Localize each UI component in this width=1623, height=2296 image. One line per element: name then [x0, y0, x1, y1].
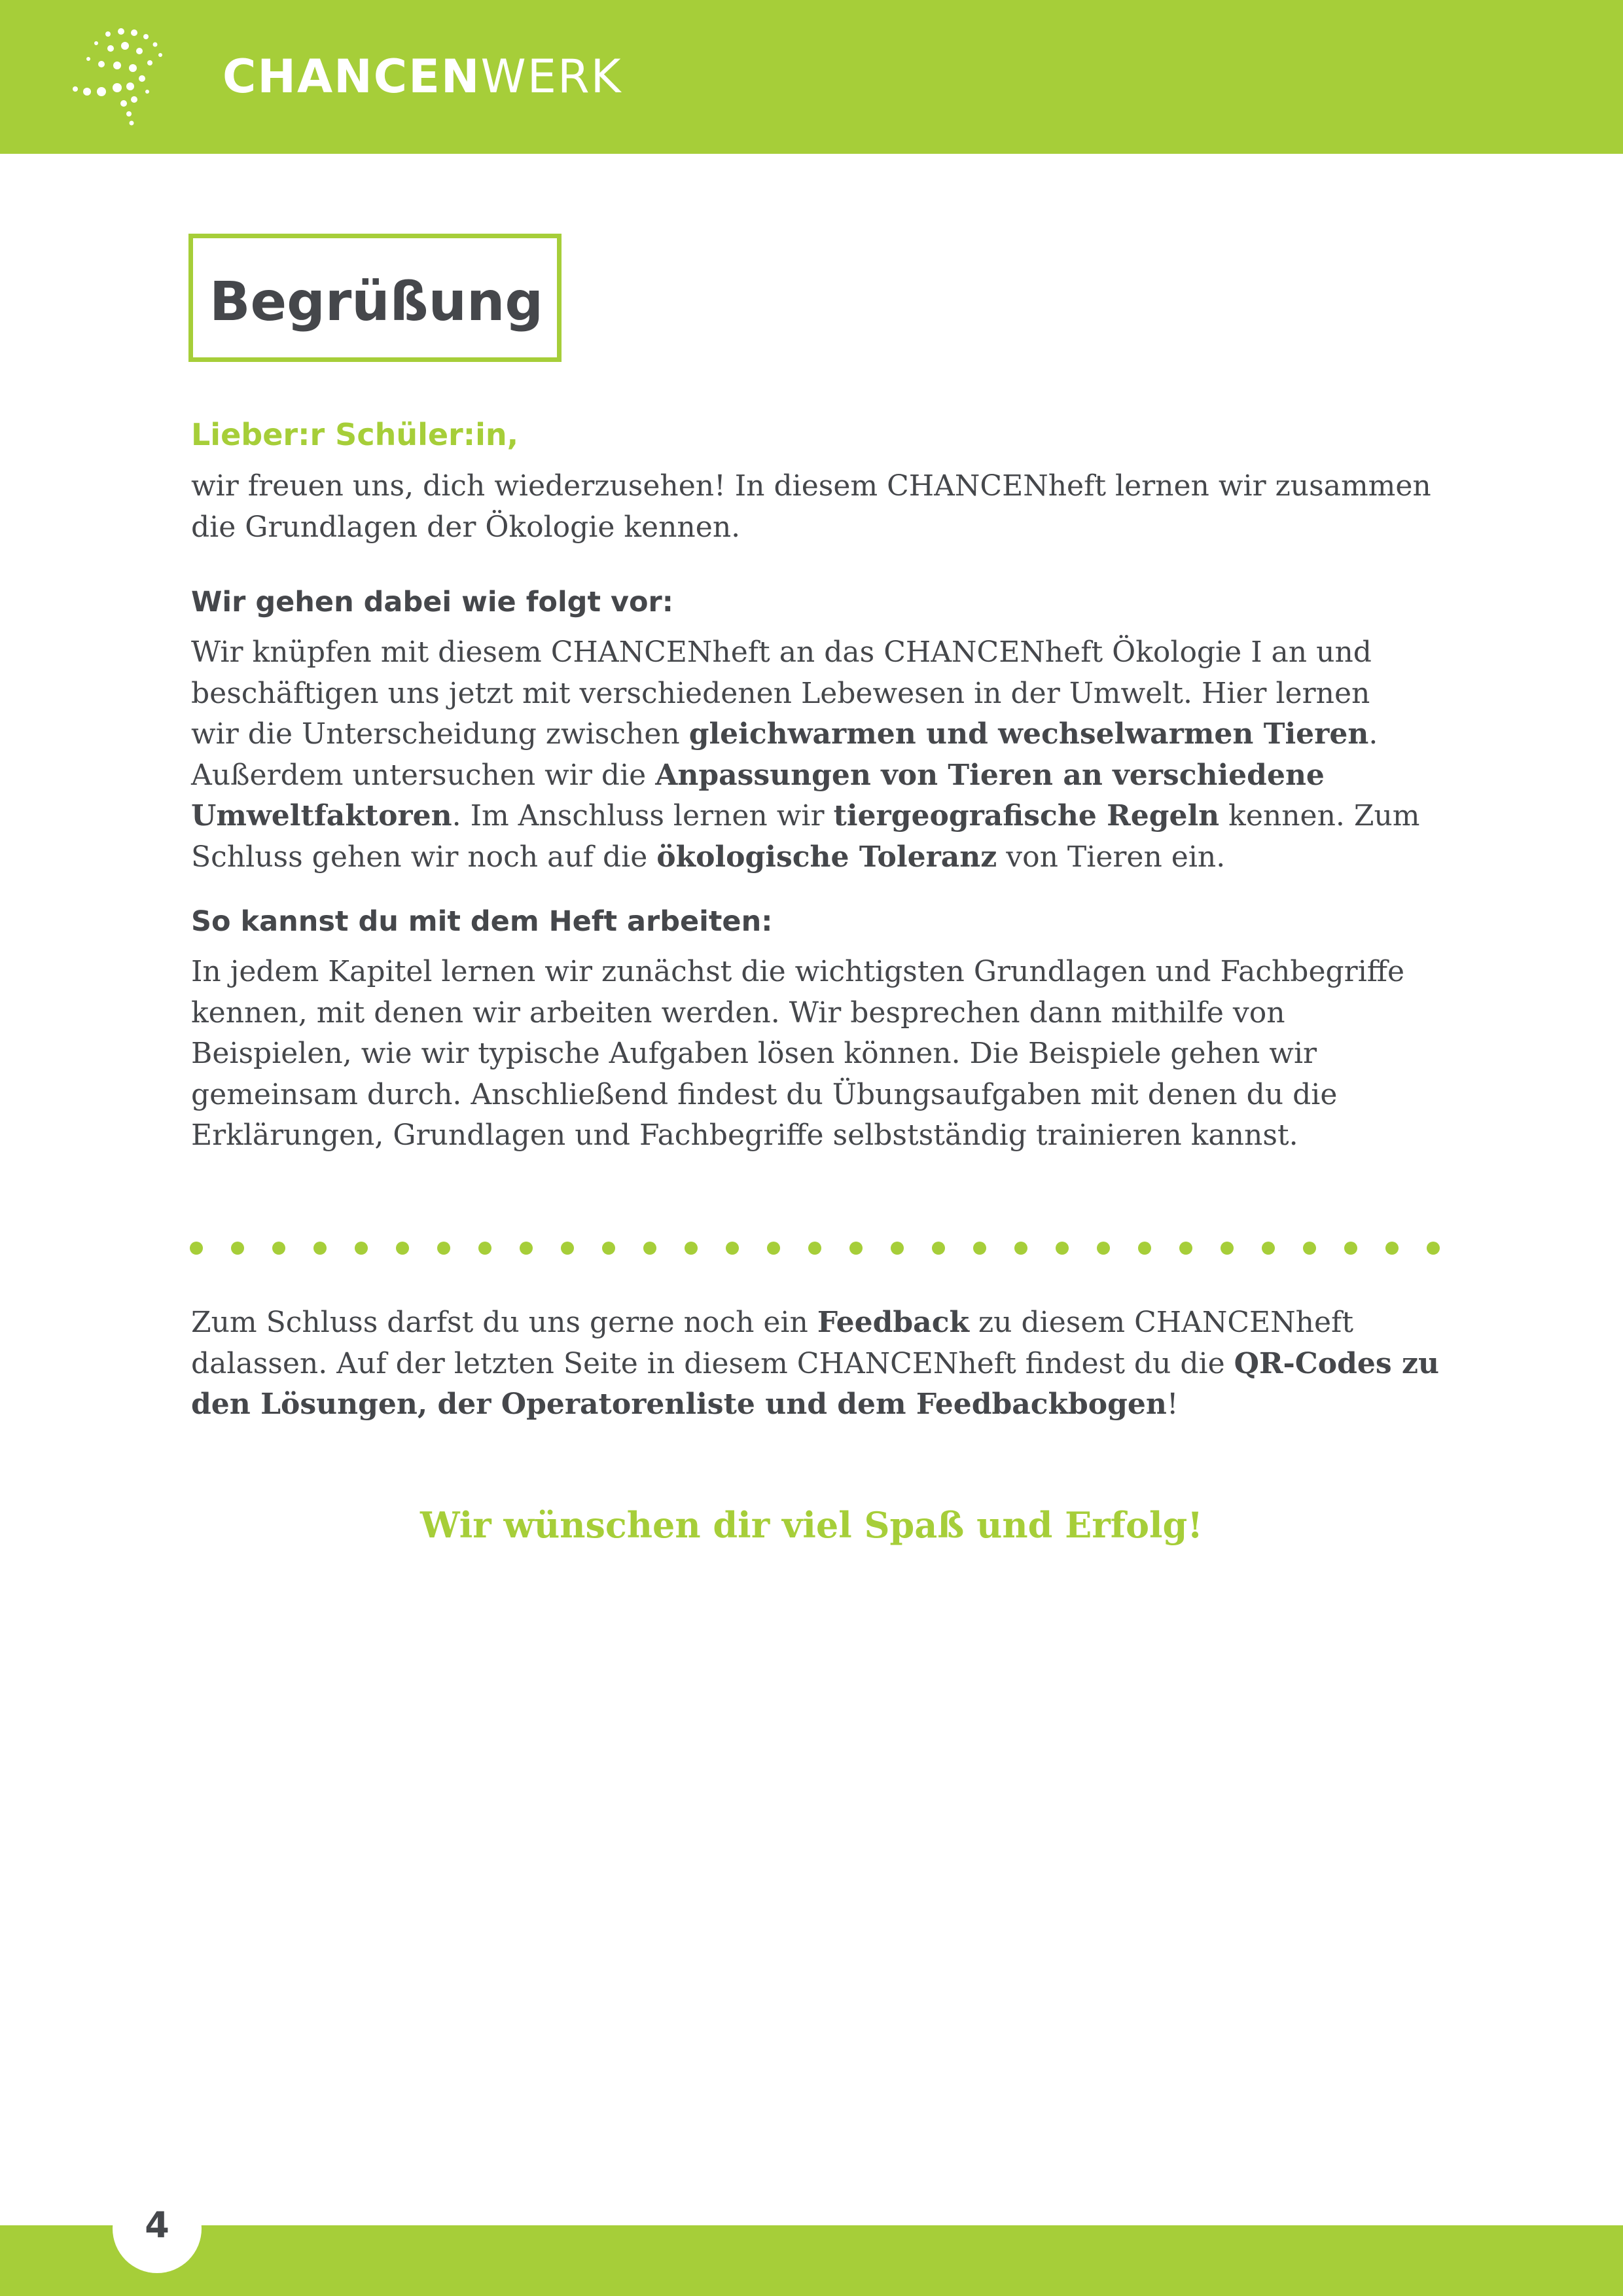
divider-dot [808, 1242, 821, 1255]
feedback-line: den Lösungen, der Operatorenliste und dem Feedbackbogen! [191, 1388, 1179, 1421]
divider-dot [726, 1242, 739, 1255]
divider-dot [685, 1242, 698, 1255]
keyword: Feedback [817, 1306, 969, 1339]
divider-dot [1385, 1242, 1399, 1255]
dot-cluster-logo-icon [69, 26, 200, 131]
section-heading-usage: So kannst du mit dem Heft arbeiten: [191, 905, 773, 938]
divider-dot [1221, 1242, 1234, 1255]
approach-line: Wir knüpfen mit diesem CHANCENheft an das CHANCENheft Ökologie I an und [191, 636, 1372, 669]
divider-dot [1344, 1242, 1357, 1255]
divider-dot [396, 1242, 409, 1255]
divider-dot [1262, 1242, 1275, 1255]
closing-wish: Wir wünschen dir viel Spaß und Erfolg! [420, 1504, 1203, 1546]
brand-bold: CHANCEN [223, 50, 481, 103]
usage-line: Beispielen, wie wir typische Aufgaben lösen können. Die Beispiele gehen wir [191, 1037, 1317, 1070]
approach-line: Umweltfaktoren. Im Anschluss lernen wir tiergeografische Regeln kennen. Zum [191, 799, 1420, 833]
divider-dot [313, 1242, 327, 1255]
divider-dot [1179, 1242, 1192, 1255]
feedback-paragraph [191, 1302, 1439, 1426]
footer-bar [0, 2225, 1623, 2296]
keyword: Umweltfaktoren [191, 799, 452, 833]
divider-dot [272, 1242, 285, 1255]
page-number-badge [113, 2184, 202, 2273]
divider-dot [602, 1242, 615, 1255]
page-title: Begrüßung [209, 271, 544, 333]
greeting: Lieber:r Schüler:in, [191, 417, 519, 452]
divider-dot [478, 1242, 491, 1255]
usage-line: kennen, mit denen wir arbeiten werden. Wir besprechen dann mithilfe von [191, 996, 1285, 1030]
divider-dot [437, 1242, 450, 1255]
intro-paragraph [191, 466, 1435, 548]
divider-dot [849, 1242, 863, 1255]
intro-line: die Grundlagen der Ökologie kennen. [191, 510, 741, 544]
divider-dot [767, 1242, 780, 1255]
page-number: 4 [145, 2204, 169, 2246]
dotted-divider [190, 1237, 1440, 1259]
usage-line: In jedem Kapitel lernen wir zunächst die wichtigsten Grundlagen und Fachbegriffe [191, 955, 1405, 988]
divider-dot [231, 1242, 244, 1255]
usage-line: gemeinsam durch. Anschließend findest du Übungsaufgaben mit denen du die [191, 1077, 1338, 1111]
divider-dot [1097, 1242, 1110, 1255]
approach-line: Schluss gehen wir noch auf die ökologische Toleranz von Tieren ein. [191, 840, 1226, 874]
divider-dot [561, 1242, 574, 1255]
divider-dot [520, 1242, 533, 1255]
brand-light: WERK [480, 50, 622, 103]
divider-dot [932, 1242, 945, 1255]
feedback-line: Zum Schluss darfst du uns gerne noch ein Feedback zu diesem CHANCENheft [191, 1306, 1354, 1339]
keyword: QR-Codes zu [1234, 1346, 1439, 1380]
keyword: tiergeografische Regeln [833, 799, 1220, 833]
feedback-line: dalassen. Auf der letzten Seite in diesem CHANCENheft findest du die QR-Codes zu [191, 1346, 1439, 1380]
intro-line: wir freuen uns, dich wiederzusehen! In diesem CHANCENheft lernen wir zusammen [191, 469, 1431, 503]
divider-dot [891, 1242, 904, 1255]
divider-dot [190, 1242, 203, 1255]
keyword: Anpassungen von Tieren an verschiedene [655, 758, 1325, 792]
divider-dot [1014, 1242, 1027, 1255]
approach-line: wir die Unterscheidung zwischen gleichwarmen und wechselwarmen Tieren. [191, 717, 1378, 751]
section-heading-approach: Wir gehen dabei wie folgt vor: [191, 586, 673, 619]
divider-dot [1427, 1242, 1440, 1255]
divider-dot [973, 1242, 986, 1255]
keyword: ökologische Toleranz [656, 840, 997, 874]
keyword: gleichwarmen und wechselwarmen Tieren [688, 717, 1369, 751]
usage-paragraph [191, 952, 1435, 1157]
keyword: den Lösungen, der Operatorenliste und dem Feedbackbogen [191, 1388, 1167, 1421]
divider-dot [1138, 1242, 1151, 1255]
brand-logo-text [223, 47, 622, 106]
approach-line: Außerdem untersuchen wir die Anpassungen von Tieren an verschiedene [191, 758, 1325, 792]
divider-dot [643, 1242, 656, 1255]
approach-paragraph [191, 632, 1435, 878]
divider-dot [1056, 1242, 1069, 1255]
page-title-box [188, 234, 562, 362]
header-bar [0, 0, 1623, 154]
usage-line: Erklärungen, Grundlagen und Fachbegriffe selbstständig trainieren kannst. [191, 1119, 1298, 1152]
divider-dot [355, 1242, 368, 1255]
approach-line: beschäftigen uns jetzt mit verschiedenen Lebewesen in der Umwelt. Hier lernen [191, 676, 1370, 710]
divider-dot [1303, 1242, 1316, 1255]
